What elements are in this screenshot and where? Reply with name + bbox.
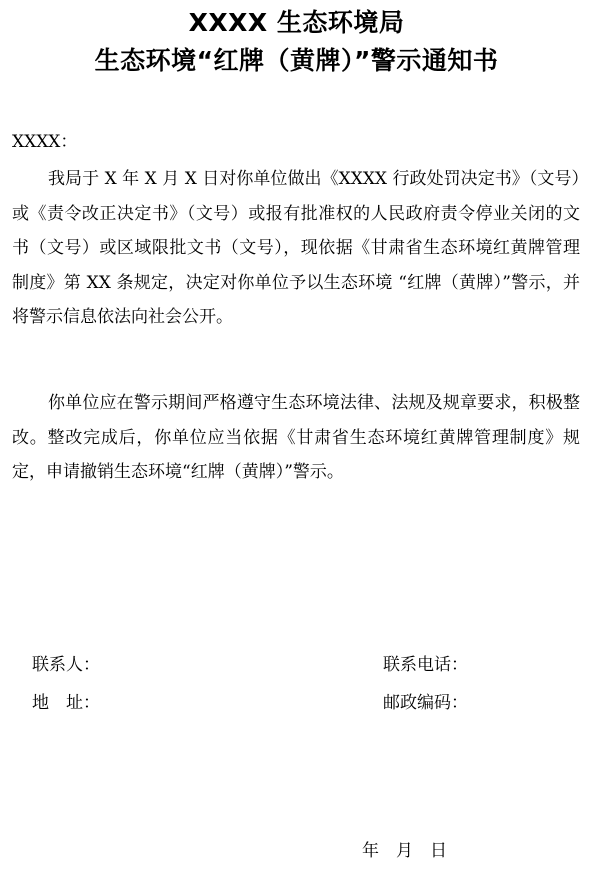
- date-line: 年 月 日: [362, 841, 447, 861]
- body-paragraph-decision: 我局于 X 年 X 月 X 日对你单位做出《XXXX 行政处罚决定书》（文号）或《责令改正决定书》（文号）或报有批准权的人民政府责令停业关闭的文书（文号）或区域限批文书（文号），现依据《甘肃省生态环境红黄牌管理制度》第 XX 条规定，决定对你单位予以生态环境 “红牌（黄牌）”警示，并将警示信息依法向社会公开。: [12, 169, 580, 327]
- document-title-notice: 生态环境“红牌（黄牌）”警示通知书: [94, 46, 499, 75]
- postal-code-label: 邮政编码：: [383, 693, 468, 713]
- body-paragraph-requirements: 你单位应在警示期间严格遵守生态环境法律、法规及规章要求，积极整改。整改完成后，你单位应当依据《甘肃省生态环境红黄牌管理制度》规定，申请撤销生态环境“红牌（黄牌）”警示。: [12, 393, 580, 482]
- salutation: XXXX：: [12, 132, 78, 152]
- document-title-agency: XXXX 生态环境局: [188, 8, 405, 37]
- contact-person-label: 联系人：: [32, 655, 100, 675]
- contact-phone-label: 联系电话：: [383, 655, 468, 675]
- address-label: 地 址：: [32, 693, 100, 713]
